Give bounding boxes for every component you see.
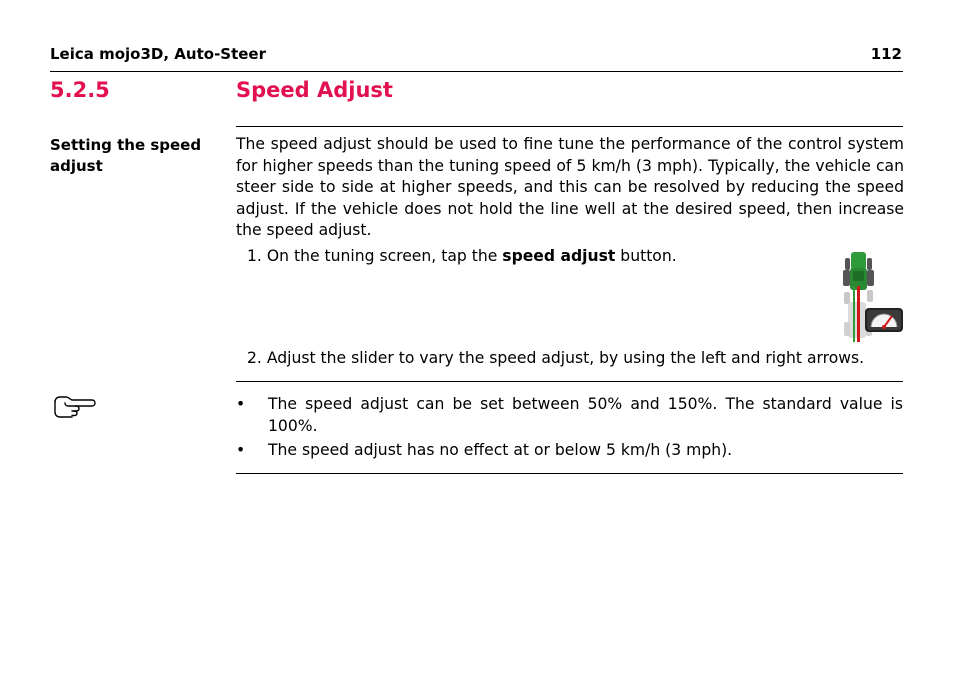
step-1 [247, 246, 807, 268]
speed-adjust-tractor-icon [840, 250, 904, 342]
note-item-text: The speed adjust can be set between 50% and 150%. The standard value is 100%. [268, 395, 903, 435]
speed-adjust-button[interactable] [840, 250, 904, 342]
note-item [236, 440, 903, 462]
section-rule [236, 126, 903, 127]
step-1-prefix: 1. On the tuning screen, tap the [247, 247, 503, 265]
running-header-title: Leica mojo3D, Auto-Steer [50, 45, 267, 63]
section-number: 5.2.5 [50, 78, 110, 102]
side-heading: Setting the speed adjust [50, 136, 202, 175]
bullet-marker: • [236, 395, 246, 413]
page-number: 112 [870, 45, 902, 63]
pointing-hand-icon [52, 394, 96, 420]
step-1-bold: speed adjust [502, 247, 616, 265]
bullet-marker: • [236, 441, 246, 459]
note-bottom-rule [236, 473, 903, 474]
section-title: Speed Adjust [236, 78, 393, 102]
step-1-suffix: button. [615, 247, 677, 265]
note-top-rule [236, 381, 903, 382]
step-2: 2. Adjust the slider to vary the speed adjust, by using the left and right arrows. [247, 349, 865, 367]
intro-paragraph: The speed adjust should be used to fine tune the performance of the control system for higher speeds than the tuning speed of 5 km/h (3 mph). Typically, the vehicle can steer side to side at higher speeds, and this can be resolved by reducing the speed adjust. If the vehicle does not hold the line well at the desired speed, then increase the speed adjust. [236, 135, 904, 239]
note-item-text: The speed adjust has no effect at or below 5 km/h (3 mph). [268, 441, 733, 459]
note-item [236, 394, 903, 438]
header-rule [50, 71, 903, 72]
